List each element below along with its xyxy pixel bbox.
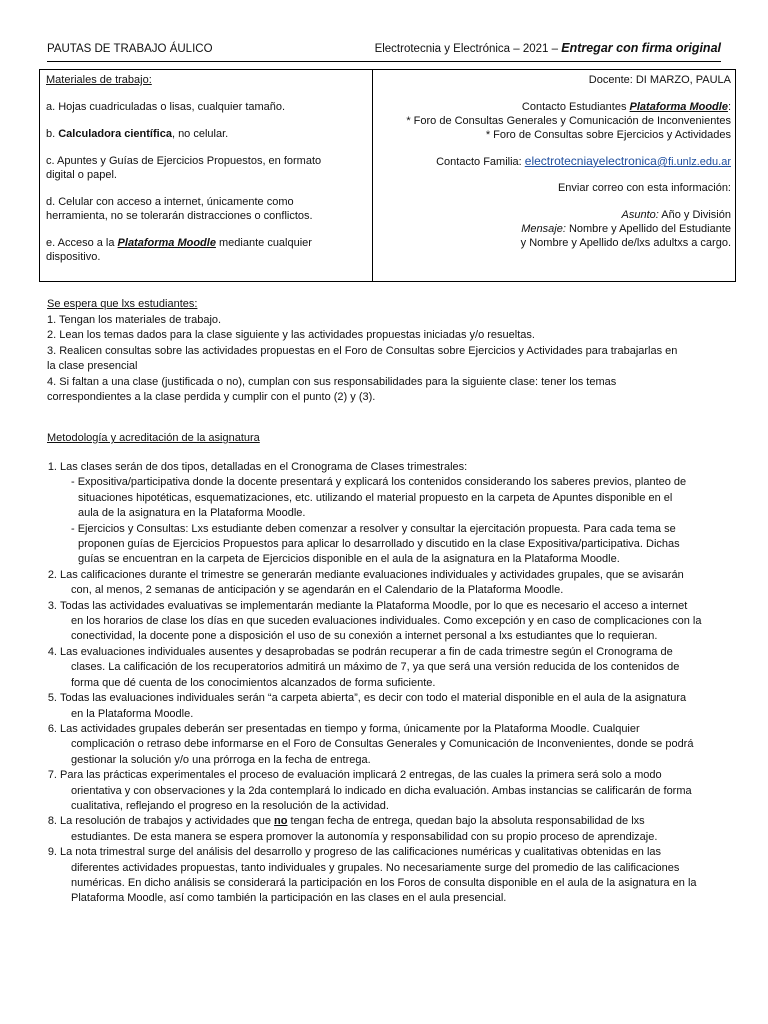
material-e: e. Acceso a la Plataforma Moodle mediante cualquier dispositivo. [46, 237, 312, 263]
methodology-section [47, 431, 727, 905]
method-item-1: 1. Las clases serán de dos tipos, detalladas en el Cronograma de Clases trimestrales: - Expositiva/participativa donde la docente presentará y explicará los contenidos considerando los saberes previos, planteo de situaciones hipotéticas, esquematizaciones, etc. utilizando el material propuesto en la carpeta de Apuntes disponible en el aula de la asignatura en la Plataforma Moodle. - Ejercicios y Consultas: Lxs estudiante deben comenzar a resolver y consultar la ejercitación propuesta. Para cada tema se proponen guías de Ejercicios Propuestos para aplicar lo desarrollado y discutido en la clase Expositiva/participativa. Dichas guías se encuentran en la carpeta de Ejercicios disponible en el aula de la asignatura en la Plataforma Moodle. [47, 461, 687, 566]
expectation-2: 2. Lean los temas dados para la clase siguiente y las actividades propuestas iniciadas y/o resueltas. [47, 329, 535, 341]
materials-column [46, 73, 364, 264]
forum-general: * Foro de Consultas Generales y Comunicación de Inconvenientes [406, 115, 731, 127]
teacher-name: Docente: DI MARZO, PAULA [588, 74, 731, 86]
page-header [47, 41, 721, 62]
method-item-6: 6. Las actividades grupales deberán ser presentadas en tiempo y forma, únicamente por la Plataforma Moodle. Cualquier complicación o retraso debe informarse en el Foro de Consultas Generales y Comunicación de Inconvenientes, donde se podrá gestionar la solución y/o una prórroga en la fecha de entrega. [47, 722, 694, 766]
material-a: a. Hojas cuadriculadas o lisas, cualquier tamaño. [46, 101, 286, 113]
method-item-4: 4. Las evaluaciones individuales ausentes y desaprobadas se podrán recuperar a fin de cada trimestre según el Cronograma de clases. La calificación de los recuperatorios admitirá un máximo de 7, ya que será una versión reducida de los contenidos de forma que dé cuenta de los conocimientos alcanzados de forma suficiente. [47, 645, 680, 689]
materials-title: Materiales de trabajo: [46, 74, 152, 86]
methodology-list [33, 460, 739, 907]
header-title: PAUTAS DE TRABAJO ÁULICO [47, 43, 213, 55]
forum-exercises: * Foro de Consultas sobre Ejercicios y Actividades [485, 129, 731, 141]
method-item-9: 9. La nota trimestral surge del análisis del desarrollo y progreso de las calificaciones numéricas y cualitativas obtenidas en las diferentes actividades propuestas, tanto individuales y grupales. No necesariamente surge del promedio de las calificaciones numéricas. En dicho análisis se considerará la participación en los Foros de consulta disponible en el aula de la asignatura en la Plataforma Moodle, así como también la participación en las clases en el aula presencial. [47, 846, 697, 905]
email-subject: Asunto: Año y División [621, 209, 731, 221]
expectations-section [47, 297, 727, 406]
expectation-1: 1. Tengan los materiales de trabajo. [47, 313, 222, 326]
material-c: c. Apuntes y Guías de Ejercicios Propuestos, en formato digital o papel. [46, 155, 322, 181]
material-d: d. Celular con acceso a internet, únicamente como herramienta, no se tolerarán distracciones o conflictos. [46, 196, 313, 222]
method-item-2: 2. Las calificaciones durante el trimestre se generarán mediante evaluaciones individuales y actividades grupales, que se avisarán con, al menos, 2 semanas de anticipación y se agendarán en el Calendario de la Plataforma Moodle. [47, 568, 684, 597]
email-message: Mensaje: Nombre y Apellido del Estudiante [521, 223, 731, 235]
header-subject [375, 41, 721, 55]
contact-email-link[interactable]: electrotecniayelectronica@fi.unlz.edu.ar [524, 154, 731, 168]
material-b: b. Calculadora científica, no celular. [46, 128, 229, 140]
methodology-title: Metodología y acreditación de la asignatura [47, 432, 260, 444]
method-item-7: 7. Para las prácticas experimentales el proceso de evaluación implicará 2 entregas, de las cuales la primera será solo a modo orientativa y con observaciones y la 2da contemplará lo indicado en dicha evaluación. Ambas instancias se calificarán de forma cualitativa, reflejando el progreso en la resolución de la actividad. [47, 769, 692, 812]
header-subject-text: Electrotecnia y Electrónica – 2021 – [374, 43, 562, 55]
contact-column [381, 73, 731, 250]
method-item-8: 8. La resolución de trabajos y actividades que no tengan fecha de entrega, quedan bajo la absoluta responsabilidad de lxs estudiantes. De esta manera se espera promover la autonomía y responsabilidad con su propio proceso de aprendizaje. [47, 815, 658, 843]
expectations-title: Se espera que lxs estudiantes: [47, 298, 198, 310]
email-message-cont: y Nombre y Apellido de/lxs adultxs a cargo. [520, 237, 731, 249]
expectation-3-cont: la clase presencial [47, 360, 138, 372]
family-contact: Contacto Familia: electrotecniayelectronica@fi.unlz.edu.ar [436, 154, 731, 168]
expectation-4-cont: correspondientes a la clase perdida y cumplir con el punto (2) y (3). [47, 391, 376, 403]
expectation-3: 3. Realicen consultas sobre las actividades propuestas en el Foro de Consultas sobre Ejercicios y Actividades para trabajarlas en [47, 344, 678, 357]
send-email-note: Enviar correo con esta información: [557, 182, 731, 194]
info-box [39, 69, 736, 282]
header-signature-note: Entregar con firma original [561, 41, 721, 55]
info-box-divider [372, 70, 373, 281]
student-contact: Contacto Estudiantes Plataforma Moodle: [521, 101, 731, 113]
expectation-4: 4. Si faltan a una clase (justificada o no), cumplan con sus responsabilidades para la siguiente clase: tener los temas [47, 375, 617, 388]
method-item-3: 3. Todas las actividades evaluativas se implementarán mediante la Plataforma Moodle, por lo que es necesario el acceso a internet en los horarios de clase los días en que suceden evaluaciones individuales. Como excepción y en caso de complicaciones con la conectividad, la docente pone a disposición el uso de su conexión a internet personal a lxs estudiantes que lo requieran. [47, 599, 702, 643]
method-item-5: 5. Todas las evaluaciones individuales serán “a carpeta abierta”, es decir con todo el material disponible en el aula de la asignatura en la Plataforma Moodle. [47, 692, 687, 720]
